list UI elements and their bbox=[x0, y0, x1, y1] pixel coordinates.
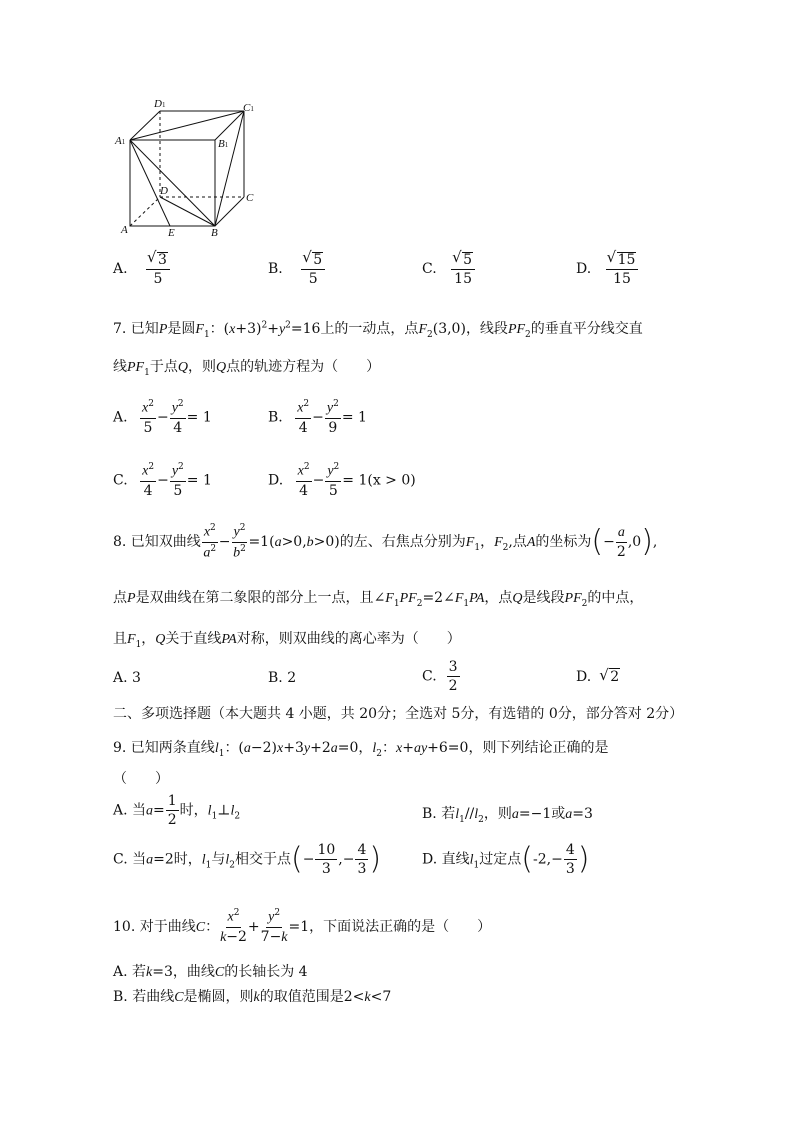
q7-option-a: A. $\frac{x^2}{5}$ − $\frac{y^2}{4}$ = 1 bbox=[113, 399, 212, 436]
svg-text:B: B bbox=[211, 227, 218, 239]
svg-text:B1: B1 bbox=[218, 138, 229, 150]
q9-option-b: B. 若$l_1//l_2$，则a=−1或a=3 bbox=[422, 806, 593, 825]
q9-option-a: A. 当a= $\frac{1}{2}$ 时，$l_1\perp l_2$ bbox=[113, 793, 241, 828]
svg-text:A1: A1 bbox=[115, 135, 126, 147]
q8-line3: 且$F_1$，Q关于直线PA对称，则双曲线的离心率为（ ） bbox=[113, 631, 461, 650]
q6-option-a: A. √ $\frac{3}{5}$ bbox=[113, 252, 171, 286]
q7-line1: 7. 已知P是圆$F_1$：$(x+3)^2+y^2=16$上的一动点，点$F_2(3,0)$，线段$PF_2$的垂直平分线交直 bbox=[113, 320, 643, 340]
label-d1: D bbox=[154, 98, 162, 110]
svg-text:D: D bbox=[160, 185, 168, 197]
q10-option-b: B. 若曲线C是椭圆，则k的取值范围是2<k<7 bbox=[113, 989, 392, 1005]
q6-option-b: B. √ $\frac{5}{5}$ bbox=[268, 252, 326, 286]
q6-option-c: C. √ $\frac{5}{15}$ bbox=[422, 252, 476, 286]
svg-text:D1: D1 bbox=[154, 98, 166, 110]
svg-text:C: C bbox=[246, 192, 254, 204]
q8-option-a: A. 3 bbox=[113, 670, 141, 686]
q7-option-c: C. $\frac{x^2}{4}$ − $\frac{y^2}{5}$ = 1 bbox=[113, 462, 212, 499]
section-heading: 二、多项选择题（本大题共 4 小题，共 20分；全选对 5分，有选错的 0分，部分答对 2分） bbox=[113, 706, 684, 722]
q7-option-b: B. $\frac{x^2}{4}$ − $\frac{y^2}{9}$ = 1 bbox=[268, 399, 367, 436]
q9-line2: （ ） bbox=[113, 771, 169, 787]
q6-option-d: D. √ $\frac{15}{15}$ bbox=[576, 252, 639, 286]
q10-option-a: A. 若k=3，曲线C的长轴长为 4 bbox=[113, 964, 308, 980]
q9-option-d: D. 直线$l_1$过定点(-2,− $\frac{4}{3}$ ) bbox=[422, 841, 590, 877]
q7-line2: 线$PF_1$于点Q，则Q点的轨迹方程为（ ） bbox=[113, 359, 381, 378]
q8-option-c: C. $\frac{3}{2}$ bbox=[422, 659, 458, 694]
q9-option-c: C. 当a=2时，$l_1$与$l_2$相交于点(− $\frac{10}{3}$ ,− $\frac{4}{3}$ ) bbox=[113, 841, 382, 877]
cube-figure bbox=[112, 96, 272, 241]
q10-line1: 10. 对于曲线C： $\frac{x^2}{k-2}$ + $\frac{y^2}{7-k}$ =1，下面说法正确的是（ ） bbox=[113, 908, 492, 945]
q8-option-b: B. 2 bbox=[268, 670, 297, 686]
q8-line1: 8. 已知双曲线 $\frac{x^2}{a^2}$ − $\frac{y^2}{b^2}$ =1(a>0,b>0)的左、右焦点分别为$F_1$，$F_2$,点A的坐标为(− $\frac{a}{2}$ ,0), bbox=[113, 523, 658, 561]
svg-text:A: A bbox=[121, 224, 128, 236]
q9-line1: 9. 已知两条直线$l_1$：(a−2)x+3y+2a=0，$l_2$：x+ay+6=0，则下列结论正确的是 bbox=[113, 740, 609, 759]
q7-option-d: D. $\frac{x^2}{4}$ − $\frac{y^2}{5}$ = 1(x > 0) bbox=[268, 462, 416, 499]
svg-text:E: E bbox=[168, 227, 175, 239]
q8-option-d: D.√ 2 bbox=[576, 668, 620, 685]
svg-text:C1: C1 bbox=[243, 102, 254, 114]
q8-line2: 点P是双曲线在第二象限的部分上一点，且$\angle F_1PF_2=2\angle F_1PA$，点Q是线段$PF_2$的中点， bbox=[113, 590, 644, 609]
